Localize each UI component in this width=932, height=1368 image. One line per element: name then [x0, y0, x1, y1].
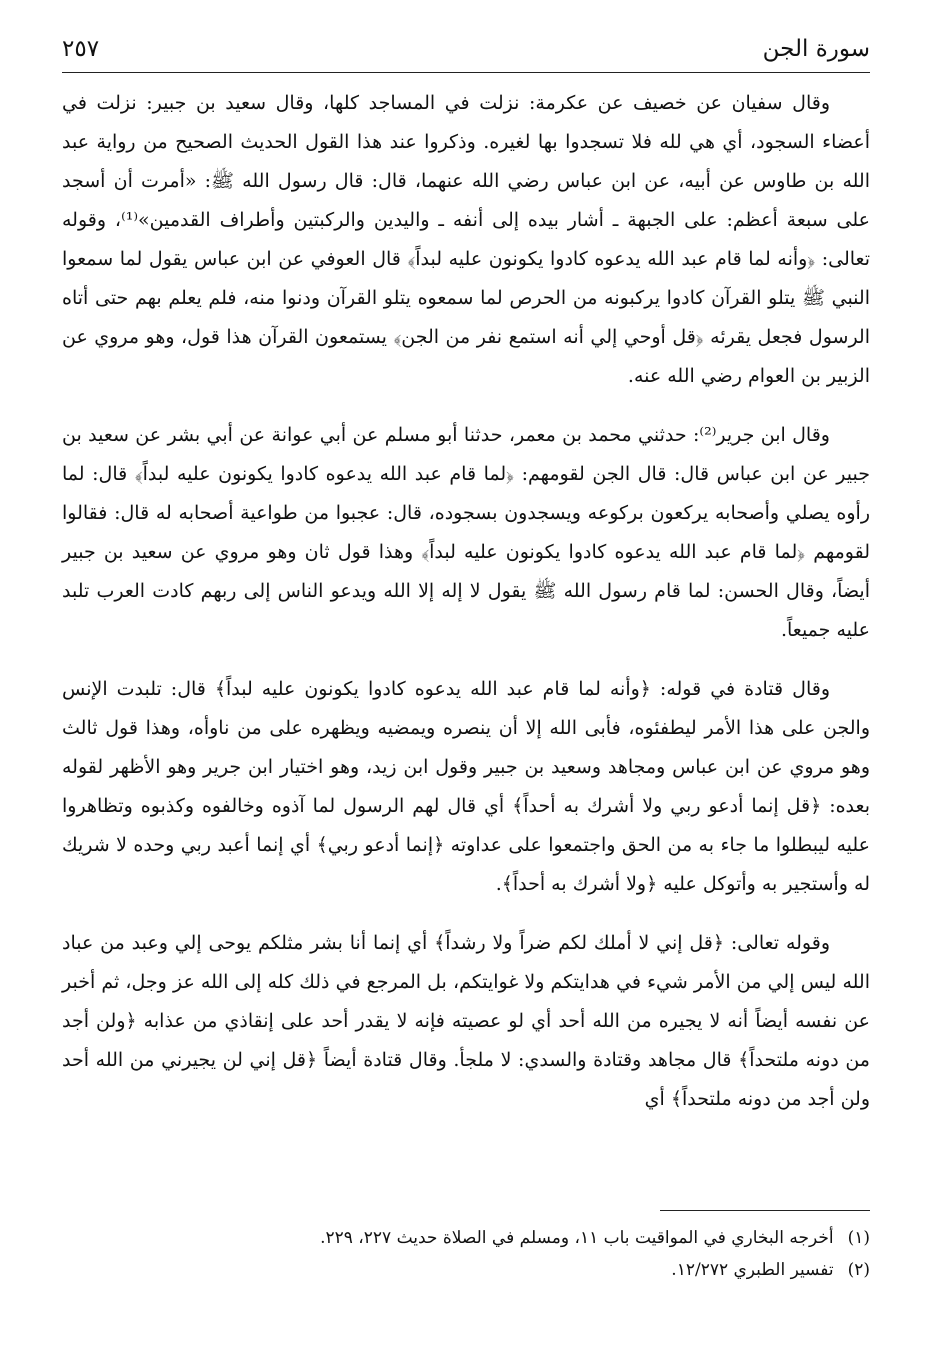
page-header — [62, 30, 870, 73]
paragraph-2: وقال ابن جرير⁽²⁾: حدثني محمد بن معمر، حدثنا أبو مسلم عن أبي عوانة عن أبي بشر عن سعيد بن جبير عن ابن عباس قال: قال الجن لقومهم: ﴿لما قام عبد الله يدعوه كادوا يكونون عليه لبداً﴾ قال: لما رأوه يصلي وأصحابه يركعون بركوعه ويسجدون بسجوده، قال: عجبوا من طواعية أصحابه له قال: فقالوا لقومهم ﴿لما قام عبد الله يدعوه كادوا يكونون عليه لبداً﴾ وهذا قول ثان وهو مروي عن سعيد بن جبير أيضاً، وقال الحسن: لما قام رسول الله ﷺ يقول لا إله إلا الله ويدعو الناس إلى ربهم كادت العرب تلبد عليه جميعاً. — [62, 424, 870, 641]
footnote-text: تفسير الطبري ١٢/٢٧٢. — [671, 1260, 834, 1280]
footnote-number: (١) — [847, 1228, 870, 1248]
surah-title: سورة الجن — [762, 36, 870, 62]
footnote-number: (٢) — [847, 1260, 870, 1280]
footnotes — [62, 1222, 870, 1286]
footnote-text: أخرجه البخاري في المواقيت باب ١١، ومسلم في الصلاة حديث ٢٢٧، ٢٢٩. — [320, 1228, 834, 1248]
footnote-2 — [62, 1254, 870, 1286]
page-number: ٢٥٧ — [62, 36, 100, 62]
paragraph-1: وقال سفيان عن خصيف عن عكرمة: نزلت في المساجد كلها، وقال سعيد بن جبير: نزلت في أعضاء السجود، أي هي لله فلا تسجدوا بها لغيره. وذكروا عند هذا القول الحديث الصحيح من رواية عبد الله بن طاوس عن أبيه، عن ابن عباس رضي الله عنهما، قال: قال رسول الله ﷺ: «أمرت أن أسجد على سبعة أعظم: على الجبهة ـ أشار بيده إلى أنفه ـ واليدين والركبتين وأطراف القدمين»⁽¹⁾، وقوله تعالى: ﴿وأنه لما قام عبد الله يدعوه كادوا يكونون عليه لبداً﴾ قال العوفي عن ابن عباس يقول لما سمعوا النبي ﷺ يتلو القرآن كادوا يركبونه من الحرص لما سمعوه يتلو القرآن ودنوا منه، فلم يعلم بهم حتى أتاه الرسول فجعل يقرئه ﴿قل أوحي إلي أنه استمع نفر من الجن﴾ يستمعون القرآن هذا قول، وهو مروي عن الزبير بن العوام رضي الله عنه. — [62, 92, 871, 387]
footnote-1 — [62, 1222, 870, 1254]
main-text — [62, 84, 870, 1139]
paragraph-3: وقال قتادة في قوله: ﴿وأنه لما قام عبد الله يدعوه كادوا يكونون عليه لبداً﴾ قال: تلبدت الإنس والجن على هذا الأمر ليطفئوه، فأبى الله إلا أن ينصره ويمضيه ويظهره على من ناوأه، وهذا قول ثالث وهو مروي عن ابن عباس ومجاهد وسعيد بن جبير وقول ابن زيد، وهو اختيار ابن جرير وهو الأظهر لقوله بعده: ﴿قل إنما أدعو ربي ولا أشرك به أحداً﴾ أي قال لهم الرسول لما آذوه وخالفوه وكذبوه وتظاهروا عليه ليبطلوا ما جاء به من الحق واجتمعوا على عداوته ﴿إنما أدعو ربي﴾ أي إنما أعبد ربي وحده لا شريك له وأستجير به وأتوكل عليه ﴿ولا أشرك به أحداً﴾. — [62, 678, 870, 895]
paragraph-4: وقوله تعالى: ﴿قل إني لا أملك لكم ضراً ولا رشداً﴾ أي إنما أنا بشر مثلكم يوحى إلي وعبد من عباد الله ليس إلي من الأمر شيء في هدايتكم ولا غوايتكم، بل المرجع في ذلك كله إلى الله عز وجل، ثم أخبر عن نفسه أيضاً أنه لا يجيره من الله أحد أي لو عصيته فإنه لا يقدر أحد على إنقاذي من عذابه ﴿ولن أجد من دونه ملتحداً﴾ قال مجاهد وقتادة والسدي: لا ملجأ. وقال قتادة أيضاً ﴿قل إني لن يجيرني من الله أحد ولن أجد من دونه ملتحداً﴾ أي — [62, 932, 870, 1110]
footnote-separator — [660, 1210, 870, 1211]
